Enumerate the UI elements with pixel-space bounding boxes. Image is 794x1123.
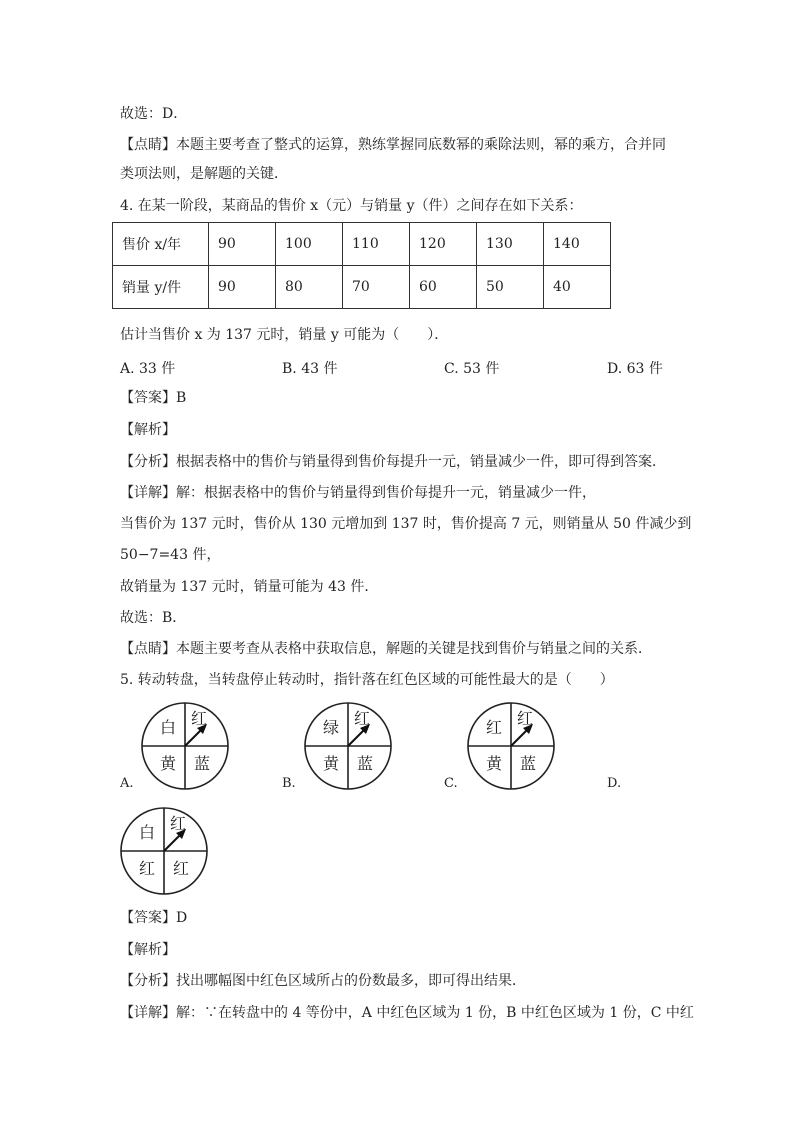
sector-label: 白 [160,718,177,737]
spinner-b [303,701,393,791]
table-cell: 80 [276,266,343,309]
spinner-label-a: A. [120,776,134,791]
text-line: 故选：B． [120,610,187,626]
question-4: 4. 在某一阶段，某商品的售价 x（元）与销量 y（件）之间存在如下关系： [120,198,583,214]
sector-label: 红 [354,709,371,728]
answer-label: 【答案】D [120,910,188,926]
spinner-a [140,701,230,791]
table-cell: 90 [209,223,276,266]
sector-label: 红 [170,814,187,833]
table-cell: 130 [477,223,544,266]
text-line: 【分析】找出哪幅图中红色区域所占的份数最多，即可得出结果． [120,973,526,989]
question-5: 5. 转动转盘，当转盘停止转动时，指针落在红色区域的可能性最大的是（ ） [120,672,614,688]
sector-label: 红 [191,709,208,728]
sector-label: 蓝 [520,754,537,773]
table-cell: 90 [209,266,276,309]
sector-label: 白 [139,823,156,842]
text-line: 类项法则，是解题的关键． [120,166,288,182]
table-cell: 40 [544,266,611,309]
spinner-label-c: C. [444,776,458,791]
sector-label: 黄 [323,754,340,773]
sector-label: 蓝 [357,754,374,773]
table-cell: 120 [410,223,477,266]
analysis-label: 【解析】 [120,422,176,438]
answer-label: 【答案】B [120,390,187,406]
table-header-cell: 售价 x/年 [113,223,209,266]
sector-label: 绿 [323,718,340,737]
spinner-label-b: B. [282,776,296,791]
option-d: D. 63 件 [607,361,663,377]
text-line: 当售价为 137 元时，售价从 130 元增加到 137 时，售价提高 7 元，则销量从 50 件减少到 [120,516,692,532]
sector-label: 红 [486,718,503,737]
table-cell: 50 [477,266,544,309]
table-header-cell: 销量 y/件 [113,266,209,309]
table-cell: 140 [544,223,611,266]
text-line: 【点睛】本题主要考查了整式的运算，熟练掌握同底数幂的乘除法则，幂的乘方，合并同 [120,137,666,153]
price-sales-table [112,222,611,309]
spinner-label-d: D. [607,776,622,791]
sector-label: 黄 [160,754,177,773]
sector-label: 红 [517,709,534,728]
spinner-c [466,701,556,791]
table-cell: 60 [410,266,477,309]
text-line: 【详解】解：根据表格中的售价与销量得到售价每提升一元，销量减少一件， [120,485,596,501]
option-b: B. 43 件 [282,361,338,377]
text-line: 【点睛】本题主要考查从表格中获取信息，解题的关键是找到售价与销量之间的关系． [120,641,652,657]
option-c: C. 53 件 [444,361,500,377]
question-4-prompt: 估计当售价 x 为 137 元时，销量 y 可能为（ ）． [120,327,449,343]
text-line: 故销量为 137 元时，销量可能为 43 件． [120,579,379,595]
text-line: 故选：D． [120,106,188,122]
spinner-d [119,806,209,896]
text-line: 【详解】解：∵在转盘中的 4 等份中，A 中红色区域为 1 份，B 中红色区域为 1 份，C 中红 [120,1005,694,1021]
sector-label: 红 [139,859,156,878]
table-row [113,223,611,266]
sector-label: 红 [173,859,190,878]
sector-label: 蓝 [194,754,211,773]
table-cell: 110 [343,223,410,266]
option-a: A. 33 件 [120,361,176,377]
table-cell: 100 [276,223,343,266]
text-line: 【分析】根据表格中的售价与销量得到售价每提升一元，销量减少一件，即可得到答案． [120,454,666,470]
table-cell: 70 [343,266,410,309]
analysis-label: 【解析】 [120,942,176,958]
text-line: 50−7=43 件， [120,547,221,563]
sector-label: 黄 [486,754,503,773]
table-row [113,266,611,309]
